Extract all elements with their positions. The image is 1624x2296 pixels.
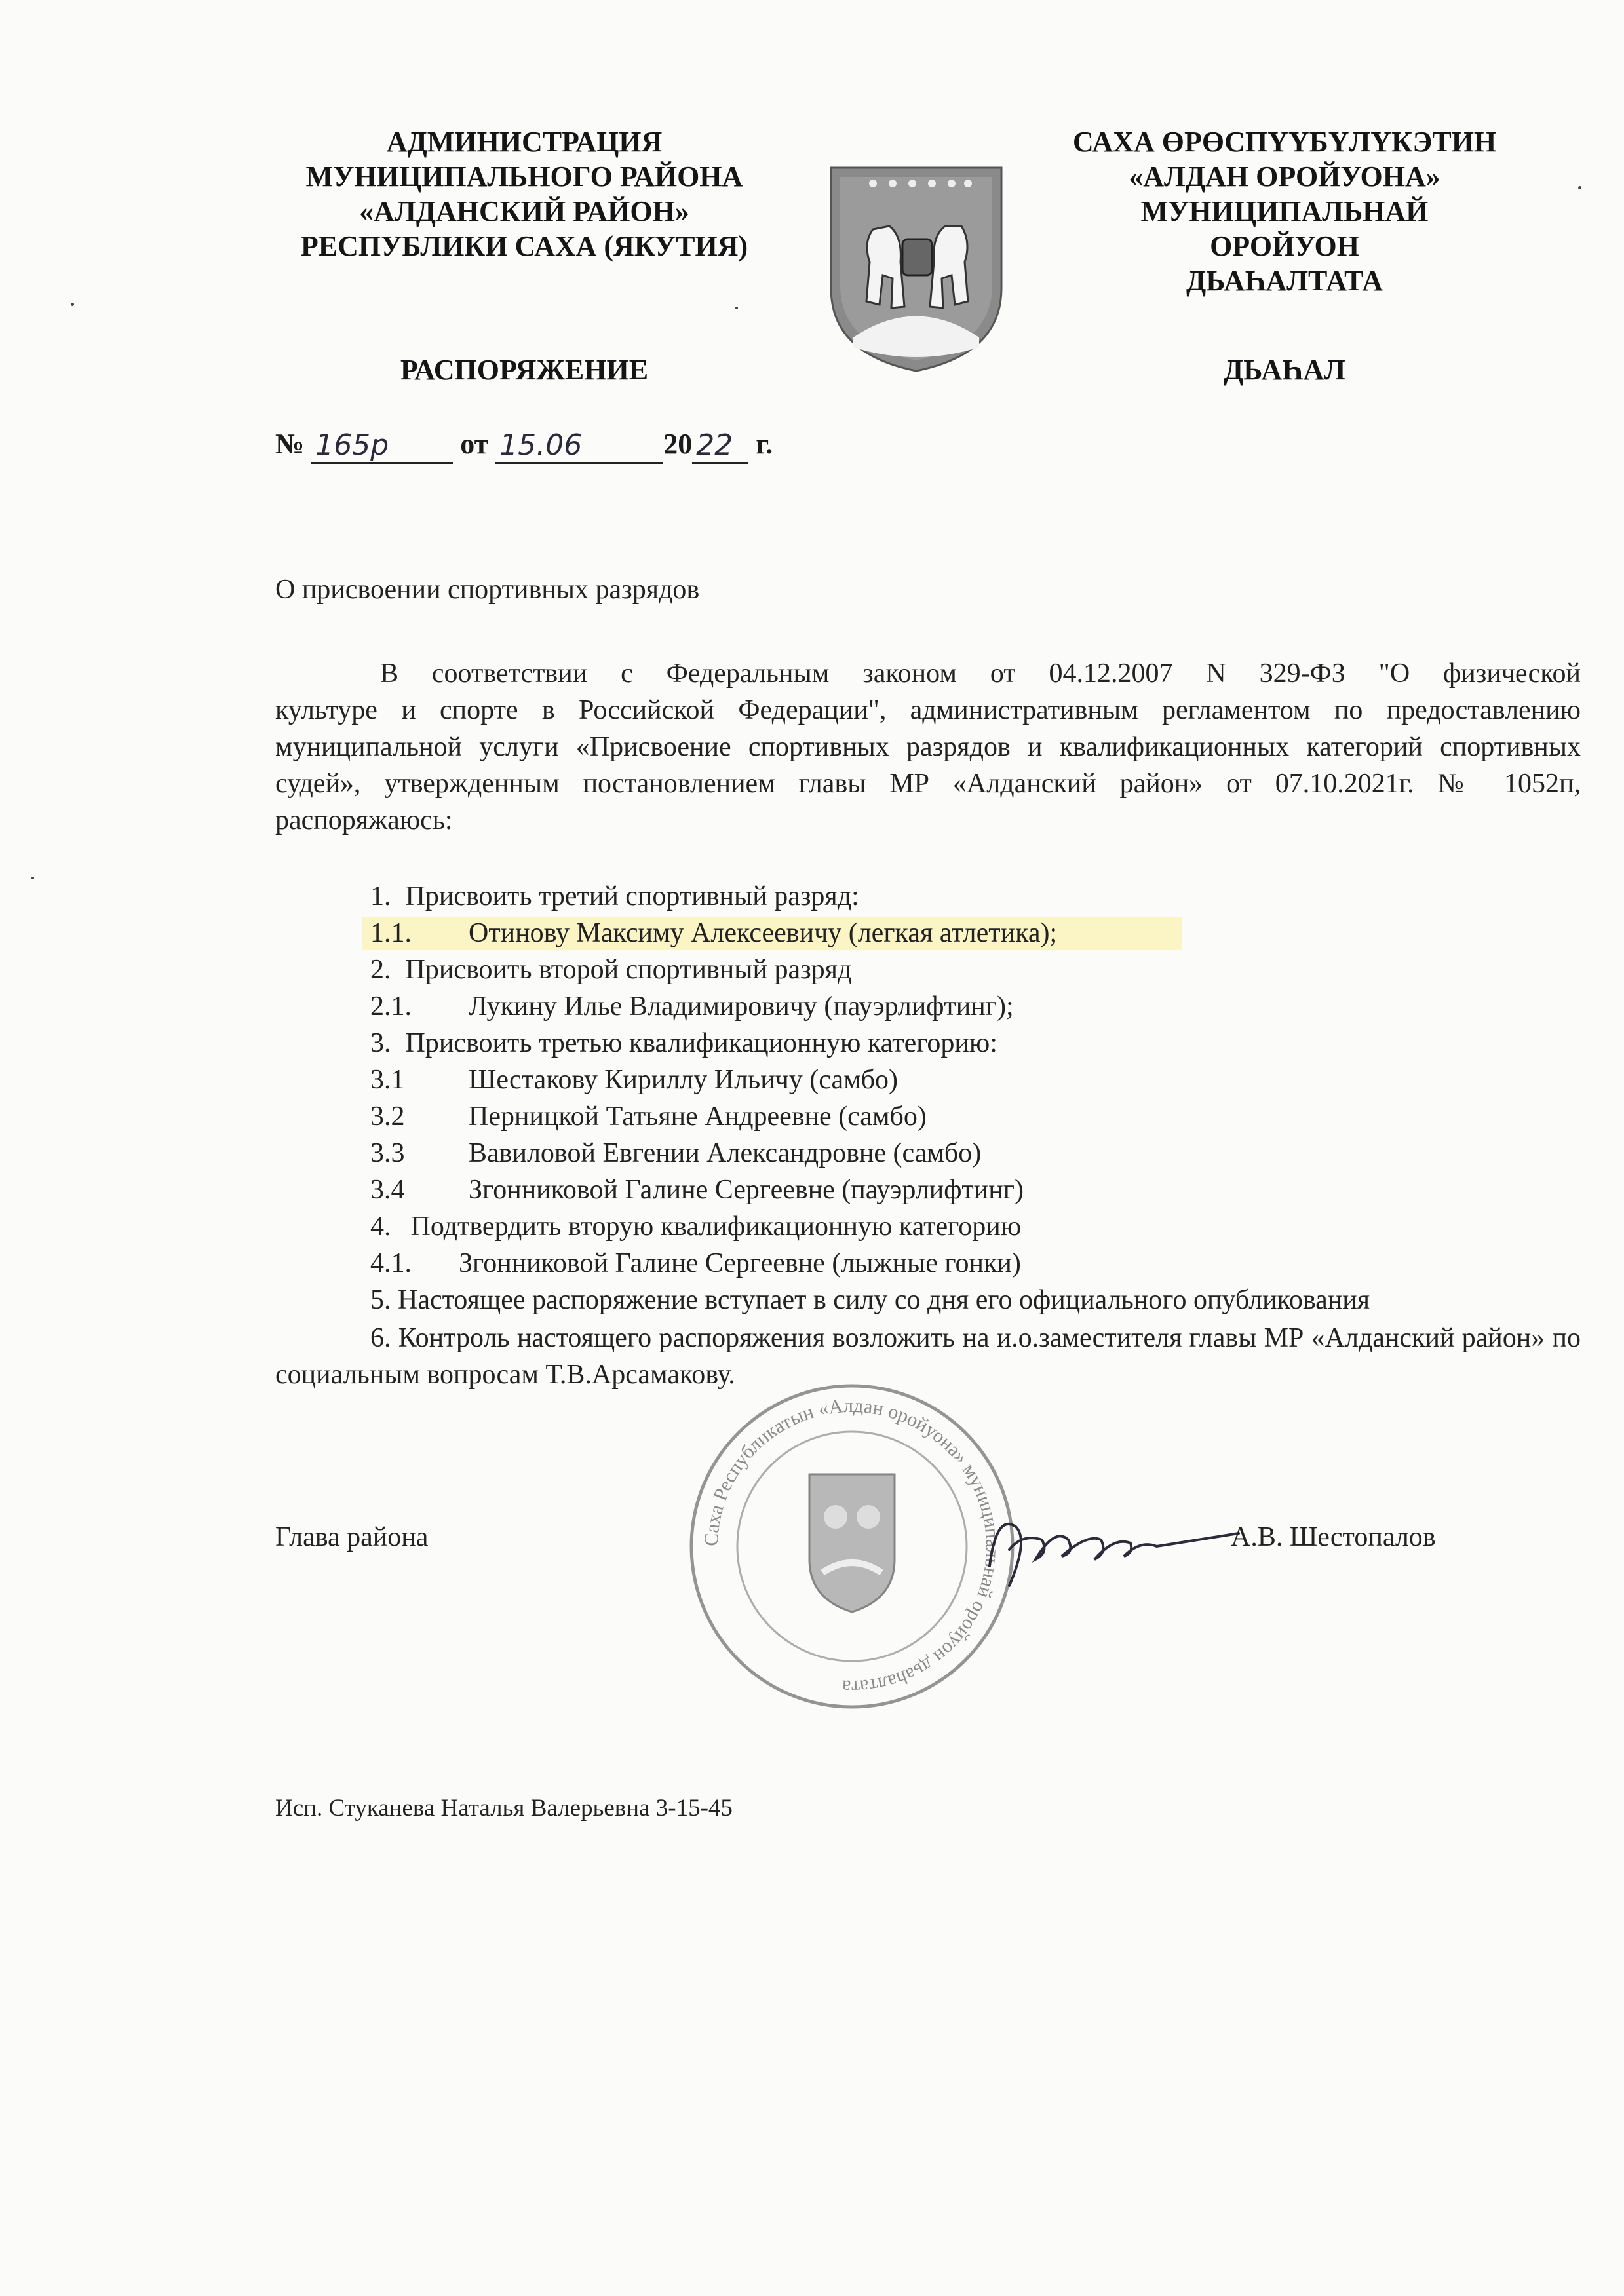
header-line: РЕСПУБЛИКИ САХА (ЯКУТИЯ)	[300, 230, 748, 262]
order-year-handwritten: 22	[692, 429, 748, 464]
doc-type-russian: РАСПОРЯЖЕНИЕ	[400, 354, 649, 386]
header-line: «АЛДАНСКИЙ РАЙОН»	[359, 195, 689, 227]
org-name-russian	[262, 124, 786, 263]
header-line: ОРОЙУОН	[1210, 230, 1359, 262]
org-name-yakut	[1022, 124, 1547, 298]
list-item: 3.1 Шестакову Кириллу Ильичу (самбо)	[370, 1065, 899, 1095]
signatory-title: Глава района	[275, 1522, 429, 1552]
from-label: от	[460, 428, 489, 460]
coat-of-arms-emblem-icon	[827, 164, 1005, 373]
preamble-rest: культуре и спорте в Российской Федерации", административным регламентом по предоставлению муниципальной услуги «Присвоение спортивных разрядов и квалификационных категорий спортивных судей», утвержденным постановлением главы МР «Алданский район» от 07.10.2021г. № 1052п, распоряжаюсь:	[275, 695, 1581, 835]
preamble-paragraph	[275, 655, 1581, 839]
list-item: 2. Присвоить второй спортивный разряд	[370, 955, 852, 985]
order-date-handwritten: 15.06	[495, 429, 663, 464]
header-line: МУНИЦИПАЛЬНОГО РАЙОНА	[305, 161, 743, 193]
item-6-control: 6. Контроль настоящего распоряжения возложить на и.о.заместителя главы МР «Алданский район» по социальным вопросам Т.В.Арсамакову.	[275, 1323, 1581, 1390]
header-line: МУНИЦИПАЛЬНАЙ	[1140, 195, 1429, 227]
list-item: 1. Присвоить третий спортивный разряд:	[370, 881, 859, 911]
order-subject: О присвоении спортивных разрядов	[275, 575, 700, 605]
order-number-handwritten: 165р	[311, 429, 453, 464]
scan-speck	[31, 877, 34, 879]
order-number-line	[275, 425, 773, 464]
scan-speck	[71, 303, 74, 306]
header-line: САХА ӨРӨСПҮҮБҮЛҮКЭТИН	[1072, 126, 1497, 158]
number-label: №	[275, 428, 305, 460]
seal-text: Саха Республикатын «Алдан оройуона» муниципальнай оройуон дьаһалтата	[700, 1394, 1004, 1698]
header-line: ДЬАҺАЛТАТА	[1186, 265, 1383, 297]
doc-type-yakut: ДЬАҺАЛ	[1223, 354, 1346, 386]
list-item: 3.3 Вавиловой Евгении Александровне (самбо)	[370, 1138, 982, 1168]
executor-line: Исп. Стуканева Наталья Валерьевна 3-15-45	[275, 1795, 733, 1822]
list-item: 4.1. Згонниковой Галине Сергеевне (лыжные гонки)	[370, 1248, 1021, 1278]
signatory-name: А.В. Шестопалов	[1231, 1522, 1436, 1552]
order-items-list	[370, 878, 1589, 1282]
year-prefix: 20	[663, 428, 693, 460]
preamble-first-line: В соответствии с Федеральным законом от 04.12.2007 N 329-ФЗ "О физической	[380, 659, 1581, 689]
list-item: 2.1. Лукину Илье Владимировичу (пауэрлифтинг);	[370, 991, 1014, 1022]
list-item: 3.4 Згонниковой Галине Сергеевне (пауэрлифтинг)	[370, 1175, 1024, 1205]
list-item: 3.2 Перницкой Татьяне Андреевне (самбо)	[370, 1101, 927, 1132]
list-item-highlighted: 1.1. Отинову Максиму Алексеевичу (легкая атлетика);	[370, 915, 1589, 951]
header-line: «АЛДАН ОРОЙУОНА»	[1129, 161, 1440, 193]
list-item: 4. Подтвердить вторую квалификационную категорию	[370, 1212, 1022, 1242]
list-item: 3. Присвоить третью квалификационную категорию:	[370, 1028, 997, 1058]
scan-speck	[1578, 186, 1581, 189]
scan-speck	[735, 307, 738, 309]
header-line: АДМИНИСТРАЦИЯ	[386, 126, 663, 158]
handwritten-signature	[970, 1487, 1245, 1592]
year-suffix: г.	[756, 428, 773, 460]
item-5-effective-date: 5. Настоящее распоряжение вступает в силу со дня его официального опубликования	[370, 1285, 1370, 1315]
